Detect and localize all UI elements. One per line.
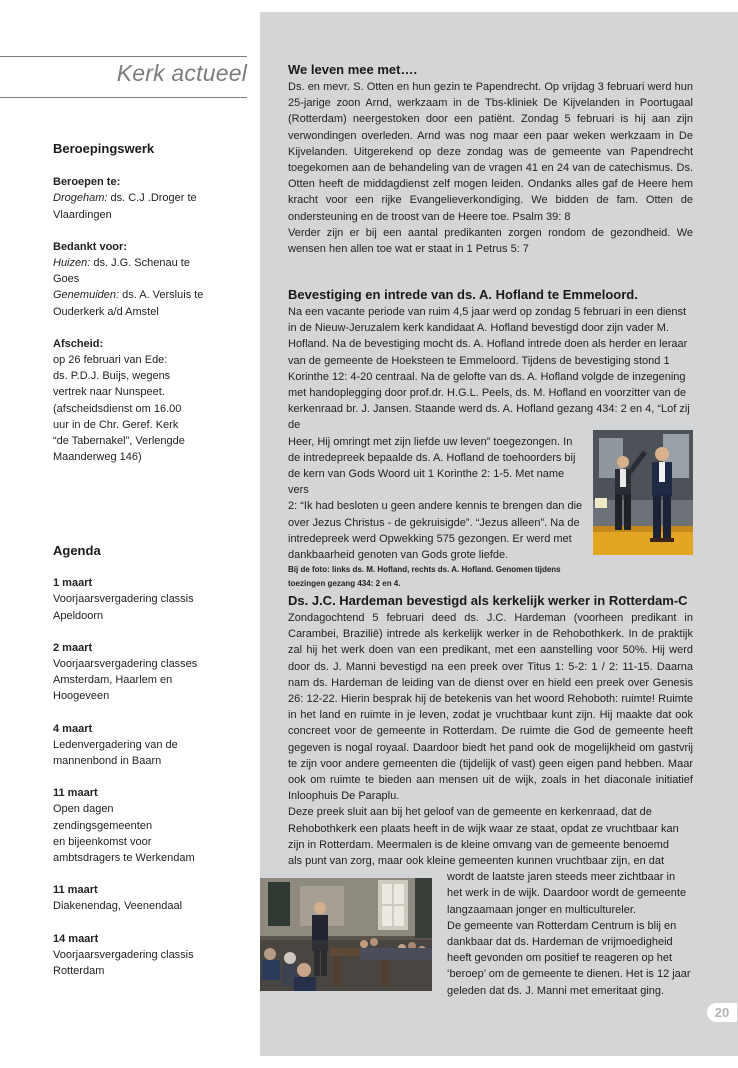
agenda-line: Rotterdam (53, 965, 105, 978)
article-we-leven-mee (288, 61, 693, 257)
article-line: als punt van zorg, maar ook kleine gemeenten kunnen vruchtbaar zijn, en dat (288, 855, 665, 868)
section-title: Kerk actueel (116, 60, 247, 86)
agenda-date: 11 maart (53, 884, 98, 897)
agenda-line: ambtsdragers te Werkendam (53, 852, 195, 865)
afscheid-line: ds. P.D.J. Buijs, wegens (53, 370, 171, 383)
afscheid-label: Afscheid: (53, 337, 104, 350)
article-title: Bevestiging en intrede van ds. A. Hofland te Emmeloord. (288, 287, 638, 302)
article-line: wordt de laatste jaren steeds meer zichtbaar in (447, 871, 676, 884)
article-paragraph: Ds. en mevr. S. Otten en hun gezin te Papendrecht. Op vrijdag 3 februari werd hun 25-jarige zoon Arnd, werkzaam in de Tbs-kliniek De Kijvelanden in Poortugaal (Rotterdam) neergestoken door een patiënt. Zondag 5 februari is hij aan zijn verwondingen overleden. Arnd was nog maar een paar weken werkzaam in De Kijvelanden. Uitgerekend op deze zondag was de gemeente van Papendrecht toegekomen aan de behandeling van de vragen 41 en 24 van de catechismus. Ds. Otten heeft de middagdienst zelf mogen leiden. Ondanks alles gaf de Heere hem kracht voor een rijke Evangelieverkondiging. We bidden de fam. Otten de ondersteuning en de troost van de Heere toe. Psalm 39: 8 (288, 81, 693, 223)
beroepingswerk-heading: Beroepingswerk (53, 141, 155, 156)
afscheid-line: uur in de Chr. Geref. Kerk (53, 418, 179, 431)
article-paragraph: Zondagochtend 5 februari deed ds. J.C. Hardeman (voorheen predikant in Carambei, Brazilië) intrede als kerkelijk werker in de Rehobothkerk. In de praktijk zal hij het werk doen van een predikant, met een aanstelling voor 50%. Hij werd door ds. J. Manni bevestigd na een preek over Titus 1: 5-2: 1 / 2: 11-15. Daarna nam ds. Hardeman de leiding van de dienst over en hield een preek over Genesis 26: 12-22. Hierin besprak hij de betekenis van het woord Rehoboth: ruimte! Ruimte in het land en ruimte in je leven, zodat je vruchtbaar kunt zijn. Hij maakte dat ook concreet voor de gemeente in Rotterdam. De ruimte die God de gemeente heeft gegeven is nogal royaal. Daardoor biedt het pand ook de mogelijkheid om gastvrij te zijn voor andere gemeenten die (tijdelijk of vast) geen eigen pand hebben. Maar ook om ruimte te bieden aan mensen uit de wijk, zoals in het diaconale initiatief Inloophuis De Paraplu. (288, 612, 693, 803)
article-paragraph: Verder zijn er bij een aantal predikanten zorgen rondom de gezondheid. We wensen hen allen toe wat er staat in 1 Petrus 5: 7 (288, 226, 693, 256)
agenda-section (53, 543, 253, 979)
page-number: 20 (707, 1003, 737, 1022)
agenda-line: Apeldoorn (53, 609, 104, 622)
photo-hardeman-icon (260, 878, 432, 991)
article-line: de kern van Gods Woord uit 1 Korinthe 2: 1-5. Met name vers (288, 468, 565, 497)
afscheid-line: “de Tabernakel”, Verlengde (53, 435, 185, 448)
article-line: over Jezus Christus - de gekruisigde”. “Jezus alleen”. Na de (288, 516, 580, 529)
entry-place: Drogeham: (53, 192, 108, 205)
article-line: Deze preek sluit aan bij het geloof van de gemeente en kerkenraad, dat de (288, 806, 652, 819)
photo-caption: toezingen gezang 434: 2 en 4. (288, 579, 401, 589)
bedankt-entry (53, 287, 253, 303)
agenda-line: Voorjaarsvergadering classes (53, 658, 198, 671)
article-line: dankbaar dat ds. Hardeman de vrijmoedigheid (447, 936, 673, 949)
article-line: Korinthe 12: 4-20 centraal. Na de gelofte van ds. A. Hofland volgde de inzegening (288, 370, 686, 383)
agenda-date: 1 maart (53, 577, 93, 590)
photo-hofland-icon (593, 430, 693, 555)
article-line: Na een vacante periode van ruim 4,5 jaar werd op zondag 5 februari in een dienst (288, 306, 687, 318)
bedankt-entry (53, 255, 253, 271)
afscheid-line: (afscheidsdienst om 16.00 (53, 402, 182, 415)
agenda-line: mannenbond in Baarn (53, 755, 162, 768)
header-rule-top (0, 56, 247, 57)
article-line: geleden dat ds. J. Manni met emeritaat ging. (447, 984, 665, 997)
article-line: ‘beroep’ om de gemeente te dienen. Het is 12 jaar (447, 968, 691, 981)
photo-caption: Bij de foto: links ds. M. Hofland, rechts ds. A. Hofland. Genomen tijdens (288, 565, 561, 575)
article-line: intredepreek werd Opwekking 575 gezongen. Er werd met (288, 532, 572, 545)
afscheid-line: Maanderweg 146) (53, 451, 142, 464)
bedankt-label: Bedankt voor: (53, 240, 127, 253)
agenda-date: 14 maart (53, 932, 99, 945)
afscheid-line: vertrek naar Nunspeet. (53, 386, 165, 399)
agenda-line: Amsterdam, Haarlem en (53, 674, 173, 687)
agenda-date: 2 maart (53, 641, 93, 654)
agenda-date: 11 maart (53, 787, 98, 800)
beroepen-label: Beroepen te: (53, 176, 121, 189)
entry-text: ds. C.J .Droger te (107, 192, 197, 205)
article-line: De gemeente van Rotterdam Centrum is blij en (447, 919, 677, 932)
entry-text: ds. A. Versluis te (119, 289, 204, 302)
agenda-line: Voorjaarsvergadering classis (53, 948, 194, 961)
agenda-line: Hoogeveen (53, 690, 110, 703)
article-line: met handoplegging door prof.dr. H.G.L. Peels, ds. M. Hofland en voorzitter van de (288, 387, 687, 400)
article-line: 2: “Ik had besloten u geen andere kennis te brengen dan die (288, 500, 583, 513)
entry-text-line2: Goes (53, 273, 80, 286)
entry-place: Genemuiden: (53, 289, 120, 302)
agenda-line: zendingsgemeenten (53, 819, 153, 832)
article-line: in de Nieuw-Jeruzalem kerk kandidaat A. Hofland bevestigd door zijn vader M. (288, 322, 669, 335)
entry-text-line2: Ouderkerk a/d Amstel (53, 305, 159, 318)
article-title: Ds. J.C. Hardeman bevestigd als kerkelijk werker in Rotterdam-C (288, 593, 688, 608)
article-line: kerkenraad br. J. Jansen. Staande werd ds. A. Hofland gezang 434: 2 en 4, “Lof zij de (288, 403, 690, 432)
article-line: langzaamaan jonger en multicultureler. (447, 903, 636, 916)
article-line: zijn in Rotterdam. Meermalen is de kleine omvang van de gemeente benoemd (288, 838, 669, 851)
article-narrow-block (288, 434, 585, 592)
article-line: Hofland. Na de bevestiging mocht ds. A. Hofland intrede doen als herder en leraar (288, 338, 688, 351)
article-line: het werk in de wijk. Daardoor wordt de gemeente (447, 887, 687, 900)
entry-text: ds. J.G. Schenau te (90, 257, 190, 270)
agenda-line: Ledenvergadering van de (53, 738, 178, 751)
article-line: de intredepreek bepaalde ds. A. Hofland de toehoorders bij (288, 451, 576, 464)
header-rule-bottom (0, 97, 247, 98)
agenda-line: Diakenendag, Veenendaal (53, 900, 183, 913)
agenda-line: en bijeenkomst voor (53, 835, 152, 848)
entry-place: Huizen: (53, 257, 91, 270)
article-line: van de gemeente de Hoeksteen te Emmeloord. Tijdens de bevestiging stond 1 (288, 354, 670, 367)
afscheid-line: op 26 februari van Ede: (53, 354, 168, 367)
beroepen-entry (53, 190, 253, 206)
article-title: We leven mee met…. (288, 62, 418, 77)
beroepingswerk-section (53, 141, 253, 465)
entry-text-line2: Vlaardingen (53, 208, 112, 221)
article-line: Rehobothkerk een plaats heeft in de wijk waar ze staat, opdat ze vruchtbaar kan (288, 822, 679, 835)
article-line: Heer, Hij omringt met zijn liefde uw leven” toegezongen. In (288, 435, 573, 448)
article-narrow-block (447, 869, 693, 999)
agenda-date: 4 maart (53, 722, 93, 735)
agenda-heading: Agenda (53, 543, 101, 558)
agenda-line: Open dagen (53, 803, 114, 816)
agenda-line: Voorjaarsvergadering classis (53, 593, 194, 606)
article-line: heeft gevonden om positief te reageren op het (447, 952, 673, 965)
article-line: dankbaarheid genoten van Gods grote liefde. (288, 549, 509, 562)
